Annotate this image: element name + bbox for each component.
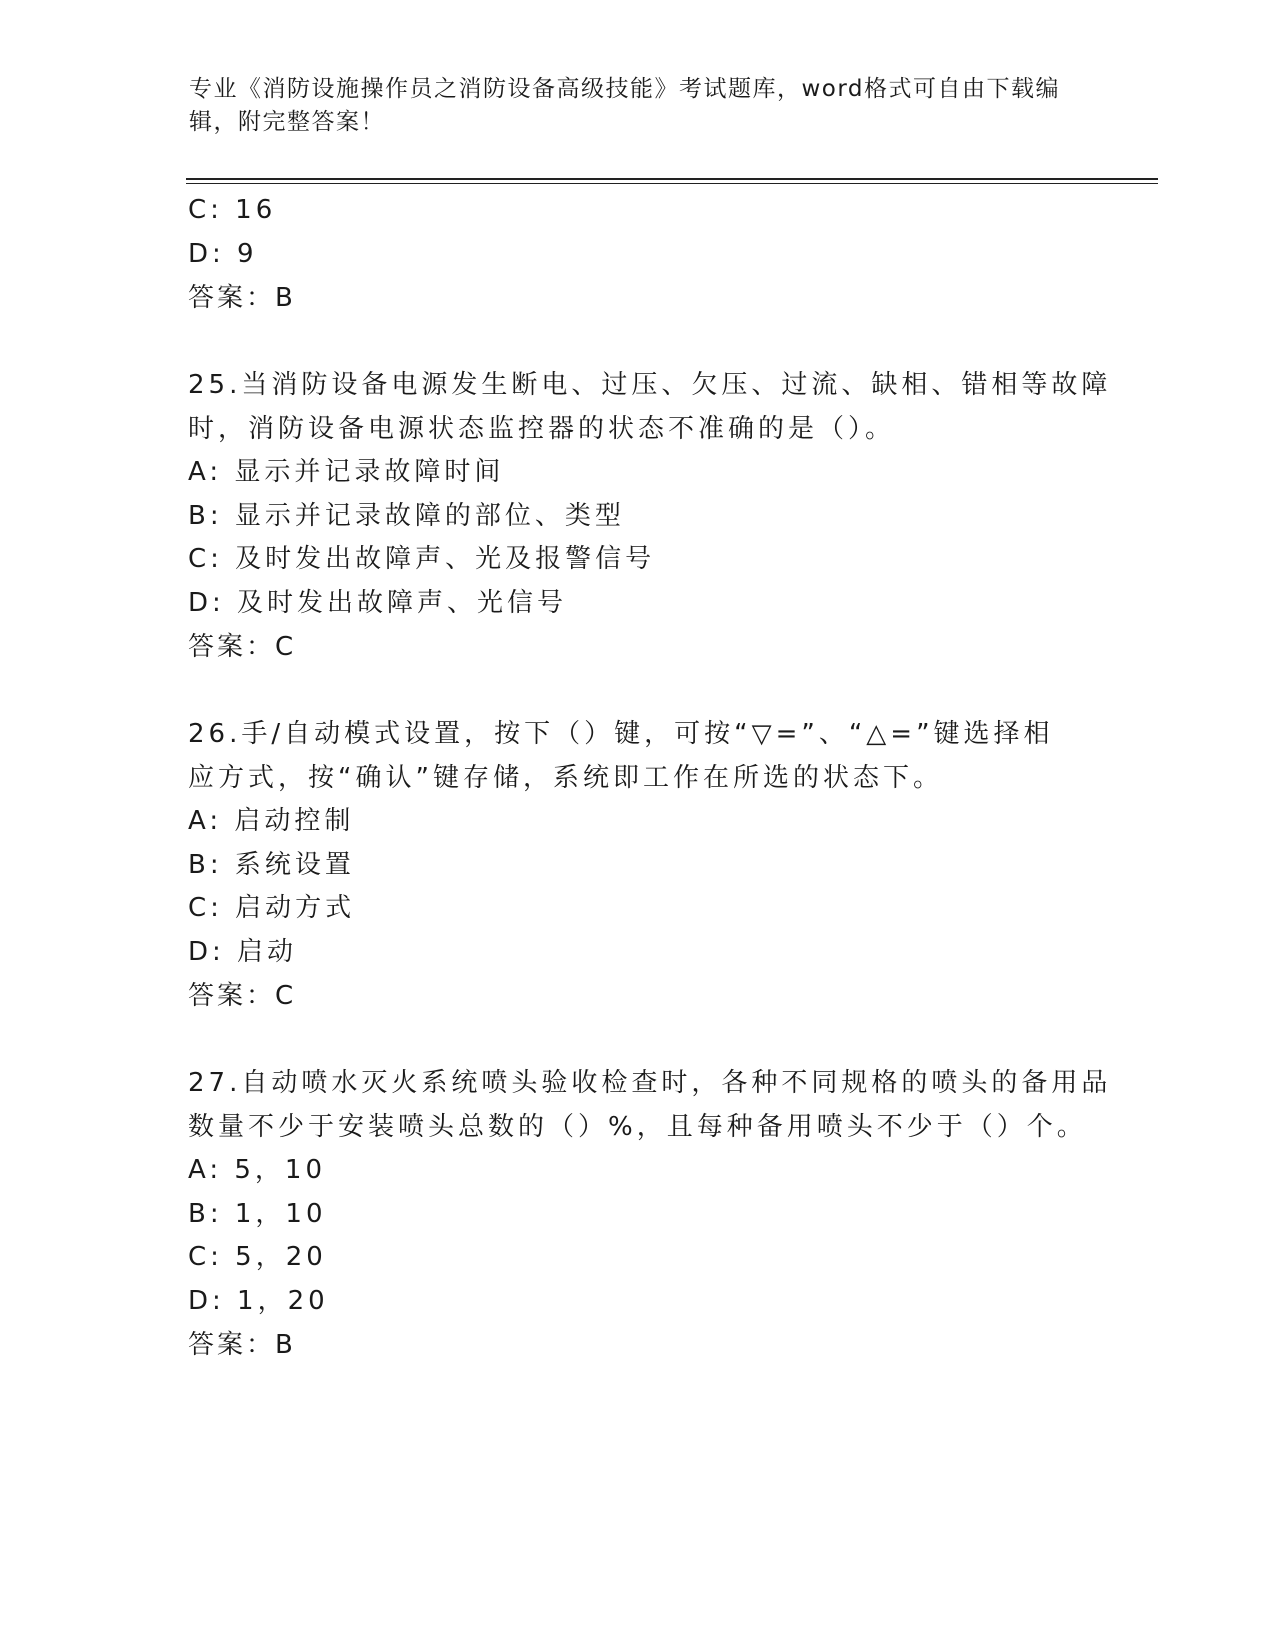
header-divider-thin xyxy=(186,183,1158,184)
question-27-option-c: C: 5，20 xyxy=(188,1242,327,1272)
option-d: D: 9 xyxy=(188,239,258,269)
header-divider-thick xyxy=(186,178,1158,180)
question-27-option-d: D: 1，20 xyxy=(188,1286,329,1316)
question-26-answer: 答案：C xyxy=(188,981,297,1011)
question-26-option-d: D: 启动 xyxy=(188,937,298,967)
question-25-text-line-1: 25.当消防设备电源发生断电、过压、欠压、过流、缺相、错相等故障 xyxy=(188,370,1112,400)
question-26-option-a: A: 启动控制 xyxy=(188,806,355,836)
question-25-option-a: A: 显示并记录故障时间 xyxy=(188,457,505,487)
option-c: C: 16 xyxy=(188,195,277,225)
document-header: 专业《消防设施操作员之消防设备高级技能》考试题库，word格式可自由下载编辑，附完整答案！ xyxy=(189,76,1061,135)
question-27-option-b: B: 1，10 xyxy=(188,1199,327,1229)
question-27-option-a: A: 5，10 xyxy=(188,1155,326,1185)
question-26-option-c: C: 启动方式 xyxy=(188,893,356,923)
question-27-text-line-1: 27.自动喷水灭火系统喷头验收检查时，各种不同规格的喷头的备用品 xyxy=(188,1068,1112,1098)
question-25-answer: 答案：C xyxy=(188,632,297,662)
question-25-option-b: B: 显示并记录故障的部位、类型 xyxy=(188,501,625,531)
question-27-answer: 答案：B xyxy=(188,1330,296,1360)
question-27-text-line-2: 数量不少于安装喷头总数的（）%，且每种备用喷头不少于（）个。 xyxy=(188,1112,1087,1142)
question-26-text-line-2: 应方式，按“确认”键存储，系统即工作在所选的状态下。 xyxy=(188,763,943,793)
question-26-text-line-1: 26.手/自动模式设置，按下（）键，可按“▽=”、“△=”键选择相 xyxy=(188,719,1054,749)
question-26-option-b: B: 系统设置 xyxy=(188,850,355,880)
question-25-text-line-2: 时，消防设备电源状态监控器的状态不准确的是（）。 xyxy=(188,414,896,444)
question-25-option-c: C: 及时发出故障声、光及报警信号 xyxy=(188,544,656,574)
answer-line: 答案：B xyxy=(188,283,296,313)
question-25-option-d: D: 及时发出故障声、光信号 xyxy=(188,588,568,618)
